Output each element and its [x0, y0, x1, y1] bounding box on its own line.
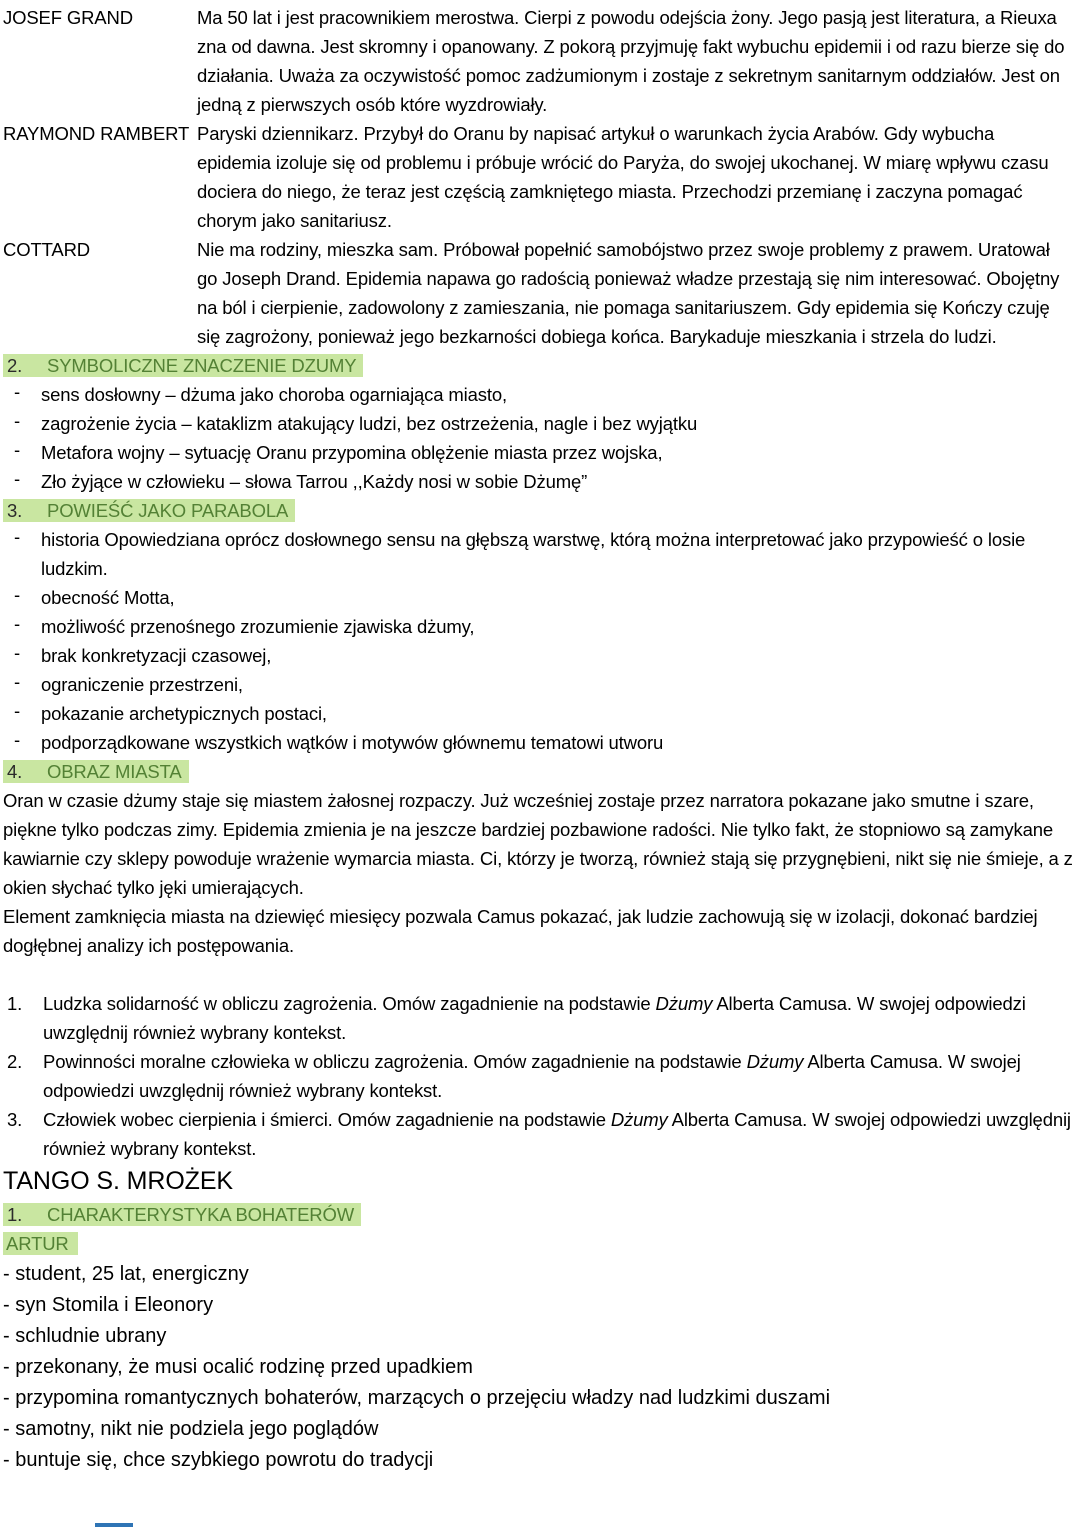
- topic-number: 3.: [7, 1109, 23, 1130]
- bullet-item: - brak konkretyzacji czasowej,: [3, 641, 1073, 670]
- section-number: 2.: [7, 355, 23, 376]
- trait-item: - przypomina romantycznych bohaterów, marzących o przejęciu władzy nad ludzkimi duszami: [3, 1387, 831, 1409]
- trait-item: - schludnie ubrany: [3, 1325, 167, 1347]
- tango-section: [3, 1163, 1073, 1476]
- highlighted-heading: [3, 499, 295, 522]
- highlighted-heading: [3, 760, 189, 783]
- topic-number: 2.: [7, 1051, 23, 1072]
- character-row-grand: [3, 3, 1073, 119]
- section-title: CHARAKTERYSTYKA BOHATERÓW: [47, 1204, 355, 1225]
- section-title: POWIEŚĆ JAKO PARABOLA: [47, 500, 289, 521]
- character-subheading-line: [3, 1229, 1073, 1259]
- highlighted-heading: [3, 354, 363, 377]
- character-name: COTTARD: [3, 239, 90, 260]
- trait-item: - syn Stomila i Eleonory: [3, 1294, 214, 1316]
- character-description: Ma 50 lat i jest pracownikiem merostwa. Cierpi z powodu odejścia żony. Jego pasją jest literatura, a Rieuxa zna od dawna. Jest skromny i opanowany. Z pokorą przyjmuję fakt wybuchu epidemii i od razu bierze się do działania. Uważa za oczywistość pomoc zadżumionym i zostaje z sekretnym sanitarnym oddziałów. Jest on jedną z pierwszych osób które wyzdrowiały.: [197, 7, 1065, 115]
- bullet-item: - historia Opowiedziana oprócz dosłownego sensu na głębszą warstwę, którą można interpretować jako przypowieść o losie ludzkim.: [3, 525, 1073, 583]
- trait-item: - buntuje się, chce szybkiego powrotu do tradycji: [3, 1449, 434, 1471]
- character-descriptions: [3, 3, 1073, 351]
- topic-text-pre: Powinności moralne człowieka w obliczu zagrożenia. Omów zagadnienie na podstawie: [43, 1051, 747, 1072]
- section-heading: [3, 757, 1073, 786]
- character-name: RAYMOND RAMBERT: [3, 123, 190, 144]
- bullet-item: - zagrożenie życia – kataklizm atakujący ludzi, bez ostrzeżenia, nagle i bez wyjątku: [3, 409, 1073, 438]
- trait-item: - przekonany, że musi ocalić rodzinę przed upadkiem: [3, 1356, 473, 1378]
- character-row-rambert: [3, 119, 1073, 235]
- character-description: Nie ma rodziny, mieszka sam. Próbował popełnić samobójstwo przez swoje problemy z prawem. Uratował go Joseph Drand. Epidemia napawa go radością ponieważ władze przestają się nim interesować. Obojętny na ból i cierpienie, zadowolony z zamieszania, nie pomaga sanitariuszem. Gdy epidemia się Kończy czuję się zagrożony, ponieważ jego bezkarności dobiega końca. Barykaduje mieszkania i strzela do ludzi.: [197, 239, 1060, 347]
- bullet-list: [3, 525, 1073, 757]
- bullet-item: - możliwość przenośnego zrozumienie zjawiska dżumy,: [3, 612, 1073, 641]
- character-description: Paryski dziennikarz. Przybył do Oranu by napisać artykuł o warunkach życia Arabów. Gdy wybucha epidemia izoluje się od problemu i próbuje wrócić do Paryża, do swojej ukochanej. W miarę wpływu czasu dociera do niego, że teraz jest częścią zamkniętego miasta. Przechodzi przemianę i zaczyna pomagać chorym jako sanitariusz.: [197, 123, 1049, 231]
- paragraph: Oran w czasie dżumy staje się miastem żałosnej rozpaczy. Już wcześniej zostaje przez narratora pokazane jako smutne i szare, piękne tylko podczas zimy. Epidemia zmienia je na jeszcze bardziej pozbawione radości. Nie tylko fakt, że stopniowo są zamykane kawiarnie czy sklepy powoduje wrażenie wymarcia miasta. Ci, którzy je tworzą, również stają się przygnębieni, nikt się nie śmieje, a z okien słychać tylko jęki umierających.: [3, 790, 1073, 898]
- topic-text-post: Alberta Camusa. W swojej odpowiedzi uwzględnij również wybrany kontekst.: [43, 993, 1026, 1043]
- paragraph: Element zamknięcia miasta na dziewięć miesięcy pozwala Camus pokazać, jak ludzie zachowują się w izolacji, dokonać bardziej dogłębnej analizy ich postępowania.: [3, 906, 1038, 956]
- topic-text: [43, 989, 1073, 1047]
- character-subheading: ARTUR: [3, 1232, 78, 1255]
- section-heading: [3, 496, 1073, 525]
- character-name: JOSEF GRAND: [3, 7, 133, 28]
- character-traits-list: [3, 1259, 1073, 1476]
- topic-text-pre: Człowiek wobec cierpienia i śmierci. Omów zagadnienie na podstawie: [43, 1109, 611, 1130]
- topic-title-italic: Dżumy: [746, 1051, 804, 1072]
- tango-title: TANGO S. MROŻEK: [3, 1167, 233, 1195]
- section-number: 4.: [7, 761, 23, 782]
- essay-topics-list: [3, 989, 1073, 1163]
- bullet-item: - obecność Motta,: [3, 583, 1073, 612]
- topic-title-italic: Dżumy: [610, 1109, 668, 1130]
- character-row-cottard: [3, 235, 1073, 351]
- bullet-item: - Metafora wojny – sytuację Oranu przypomina oblężenie miasta przez wojska,: [3, 438, 1073, 467]
- bullet-item: - Zło żyjące w człowieku – słowa Tarrou ,,Każdy nosi w sobie Dżumę”: [3, 467, 1073, 496]
- highlighted-heading: [3, 1203, 361, 1226]
- bullet-item: - pokazanie archetypicznych postaci,: [3, 699, 1073, 728]
- topic-text-post: Alberta Camusa. W swojej odpowiedzi uwzględnij również wybrany kontekst.: [43, 1051, 1021, 1101]
- section-heading: [3, 1200, 1073, 1229]
- section-number: 3.: [7, 500, 23, 521]
- topic-number: 1.: [7, 993, 23, 1014]
- section-symbolic-meaning: [3, 351, 1073, 496]
- section-parabola: [3, 496, 1073, 757]
- bullet-item: - sens dosłowny – dżuma jako choroba ogarniająca miasto,: [3, 380, 1073, 409]
- topic-text: [43, 1105, 1073, 1163]
- topic-text: [43, 1047, 1073, 1105]
- essay-topic: [3, 1105, 1073, 1163]
- section-city-image: [3, 757, 1073, 960]
- section-title: OBRAZ MIASTA: [47, 761, 182, 782]
- section-number: 1.: [7, 1204, 23, 1225]
- trait-item: - samotny, nikt nie podziela jego poglądów: [3, 1418, 379, 1440]
- topic-text-pre: Ludzka solidarność w obliczu zagrożenia. Omów zagadnienie na podstawie: [43, 993, 656, 1014]
- topic-title-italic: Dżumy: [655, 993, 713, 1014]
- topic-text-post: Alberta Camusa. W swojej odpowiedzi uwzględnij również wybrany kontekst.: [43, 1109, 1071, 1159]
- bullet-item: - podporządkowane wszystkich wątków i motywów głównemu tematowi utworu: [3, 728, 1073, 757]
- section-title: SYMBOLICZNE ZNACZENIE DZUMY: [47, 355, 357, 376]
- trait-item: - student, 25 lat, energiczny: [3, 1263, 249, 1285]
- essay-topic: [3, 1047, 1073, 1105]
- bullet-item: - ograniczenie przestrzeni,: [3, 670, 1073, 699]
- section-heading: [3, 351, 1073, 380]
- bullet-list: [3, 380, 1073, 496]
- essay-topic: [3, 989, 1073, 1047]
- clipped-next-line-fragment: [95, 1523, 133, 1527]
